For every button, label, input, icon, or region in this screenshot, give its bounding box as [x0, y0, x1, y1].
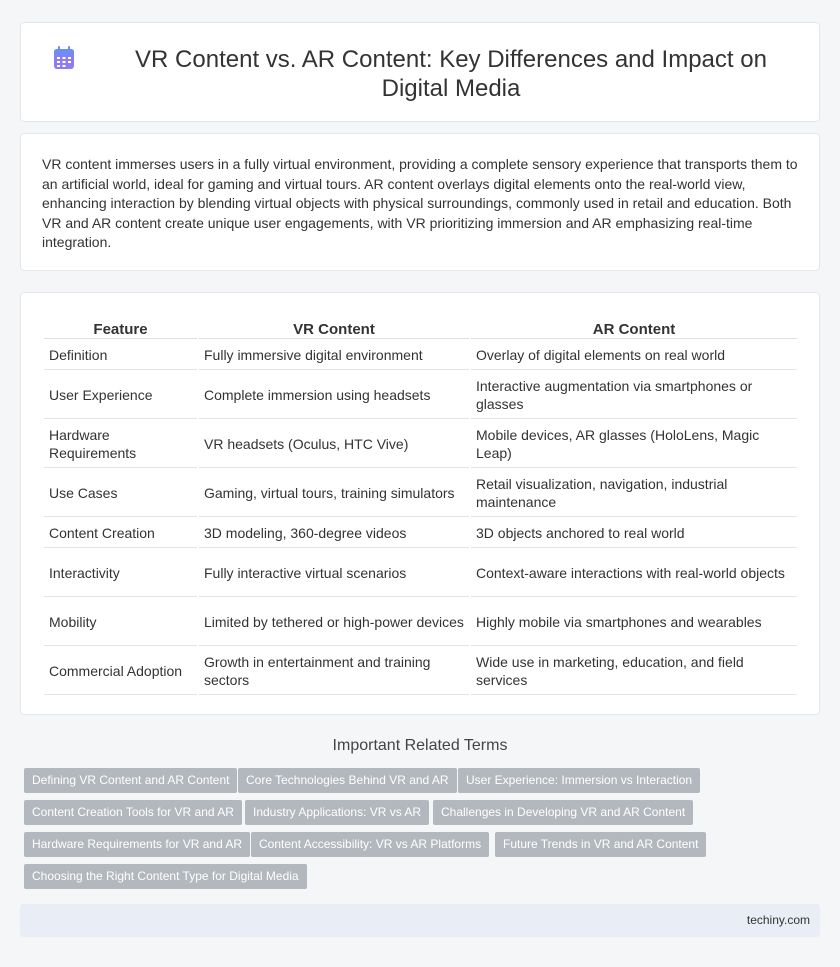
related-term-tag[interactable]: Content Accessibility: VR vs AR Platforms	[251, 832, 489, 857]
table-cell: Overlay of digital elements on real world	[471, 341, 797, 370]
table-row	[44, 421, 797, 468]
table-cell: Growth in entertainment and training sectors	[199, 648, 469, 695]
related-term-tag[interactable]: Choosing the Right Content Type for Digital Media	[24, 864, 307, 889]
table-row	[44, 599, 797, 646]
intro-paragraph: VR content immerses users in a fully virtual environment, providing a complete sensory experience that transports them to an artificial world, ideal for gaming and virtual tours. AR content overlays digital elements onto the real-world view, enhancing interaction by blending virtual objects with physical surroundings, commonly used in retail and education. Both VR and AR content create unique user engagements, with VR prioritizing immersion and AR emphasizing real-time integration.	[42, 156, 798, 251]
table-cell: Definition	[44, 341, 197, 370]
table-row	[44, 648, 797, 695]
table-cell: Limited by tethered or high-power devices	[199, 599, 469, 646]
column-header-vr: VR Content	[199, 315, 469, 339]
table-cell: User Experience	[44, 372, 197, 419]
table-cell: Highly mobile via smartphones and wearables	[471, 599, 797, 646]
related-term-tag[interactable]: Defining VR Content and AR Content	[24, 768, 237, 793]
table-row	[44, 550, 797, 597]
title-card	[20, 22, 820, 122]
table-cell: Context-aware interactions with real-world objects	[471, 550, 797, 597]
page-title: VR Content vs. AR Content: Key Differences and Impact on Digital Media	[135, 46, 767, 102]
table-row	[44, 519, 797, 548]
table-cell: Hardware Requirements	[44, 421, 197, 468]
table-row	[44, 470, 797, 517]
table-cell: Mobility	[44, 599, 197, 646]
table-cell: Wide use in marketing, education, and field services	[471, 648, 797, 695]
intro-card	[20, 133, 820, 271]
table-cell: Retail visualization, navigation, industrial maintenance	[471, 470, 797, 517]
related-term-tag[interactable]: User Experience: Immersion vs Interaction	[458, 768, 700, 793]
table-cell: Content Creation	[44, 519, 197, 548]
table-cell: 3D modeling, 360-degree videos	[199, 519, 469, 548]
table-cell: Interactive augmentation via smartphones or glasses	[471, 372, 797, 419]
comparison-table	[42, 313, 799, 697]
table-cell: Use Cases	[44, 470, 197, 517]
related-term-tag[interactable]: Industry Applications: VR vs AR	[245, 800, 429, 825]
calendar-grid-icon	[53, 46, 75, 70]
footer	[20, 904, 820, 937]
table-cell: Complete immersion using headsets	[199, 372, 469, 419]
column-header-feature: Feature	[44, 315, 197, 339]
column-header-ar: AR Content	[471, 315, 797, 339]
table-cell: VR headsets (Oculus, HTC Vive)	[199, 421, 469, 468]
related-term-tag[interactable]: Core Technologies Behind VR and AR	[238, 768, 457, 793]
related-term-tag[interactable]: Challenges in Developing VR and AR Content	[433, 800, 693, 825]
table-cell: Gaming, virtual tours, training simulators	[199, 470, 469, 517]
table-row	[44, 341, 797, 370]
related-term-tag[interactable]: Hardware Requirements for VR and AR	[24, 832, 250, 857]
table-row	[44, 372, 797, 419]
related-term-tag[interactable]: Future Trends in VR and AR Content	[495, 832, 706, 857]
table-cell: Fully immersive digital environment	[199, 341, 469, 370]
table-header-row	[44, 315, 797, 339]
table-cell: 3D objects anchored to real world	[471, 519, 797, 548]
comparison-table-card	[20, 292, 820, 715]
related-term-tag[interactable]: Content Creation Tools for VR and AR	[24, 800, 242, 825]
related-terms-heading: Important Related Terms	[332, 737, 508, 754]
table-cell: Interactivity	[44, 550, 197, 597]
table-cell: Commercial Adoption	[44, 648, 197, 695]
table-cell: Mobile devices, AR glasses (HoloLens, Magic Leap)	[471, 421, 797, 468]
site-name[interactable]: techiny.com	[746, 913, 810, 927]
table-cell: Fully interactive virtual scenarios	[199, 550, 469, 597]
